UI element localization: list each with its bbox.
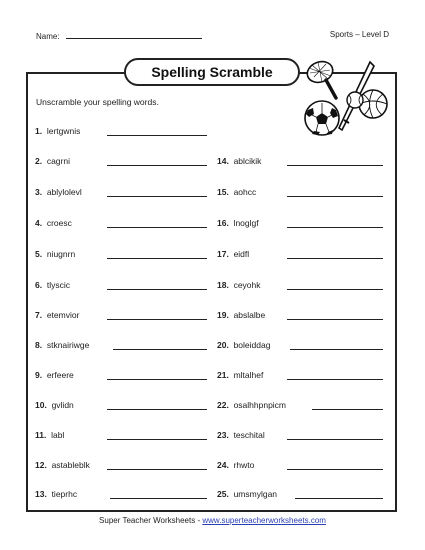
footer-text: Super Teacher Worksheets - (99, 516, 203, 525)
answer-line[interactable] (107, 196, 207, 197)
item-number: 18. (217, 280, 229, 290)
scrambled-word: teschital (233, 430, 265, 440)
item-number: 13. (35, 489, 47, 499)
list-item (35, 279, 70, 291)
basketball-icon (359, 90, 387, 118)
list-item (217, 339, 270, 351)
answer-line[interactable] (287, 258, 383, 259)
list-item (35, 309, 79, 321)
answer-line[interactable] (287, 227, 383, 228)
item-number: 6. (35, 280, 43, 290)
scrambled-word: osalhhpnpicm (233, 400, 287, 410)
scrambled-word: rhwto (233, 460, 255, 470)
list-item (35, 155, 70, 167)
item-number: 7. (35, 310, 43, 320)
name-row (36, 30, 202, 41)
scrambled-word: labl (51, 430, 65, 440)
list-item (217, 155, 261, 167)
scrambled-word: lnoglgf (233, 218, 259, 228)
scrambled-word: ablylolevl (46, 187, 82, 197)
item-number: 2. (35, 156, 43, 166)
answer-line[interactable] (287, 469, 383, 470)
scrambled-word: lertgwnis (46, 126, 81, 136)
list-item (217, 248, 249, 260)
soccer-ball-icon (305, 101, 339, 135)
tennis-racket-icon (304, 58, 336, 98)
item-number: 1. (35, 126, 43, 136)
answer-line[interactable] (107, 227, 207, 228)
item-number: 15. (217, 187, 229, 197)
list-item (217, 429, 265, 441)
level-label: Sports – Level D (329, 30, 389, 39)
list-item (35, 248, 75, 260)
list-item (217, 279, 261, 291)
answer-line[interactable] (287, 289, 383, 290)
item-number: 12. (35, 460, 47, 470)
list-item (35, 339, 89, 351)
baseball-icon (347, 92, 363, 108)
item-number: 20. (217, 340, 229, 350)
answer-line[interactable] (287, 319, 383, 320)
list-item (35, 186, 82, 198)
answer-line[interactable] (107, 135, 207, 136)
answer-line[interactable] (107, 469, 207, 470)
scrambled-word: astableblk (51, 460, 90, 470)
scrambled-word: eidfl (233, 249, 250, 259)
list-item (217, 217, 259, 229)
scrambled-word: tlyscic (46, 280, 70, 290)
item-number: 17. (217, 249, 229, 259)
item-number: 9. (35, 370, 43, 380)
answer-line[interactable] (107, 289, 207, 290)
list-item (35, 399, 74, 411)
item-number: 24. (217, 460, 229, 470)
scrambled-word: gvlidn (51, 400, 74, 410)
item-number: 3. (35, 187, 43, 197)
answer-line[interactable] (107, 165, 207, 166)
scrambled-word: abslalbe (233, 310, 266, 320)
scrambled-word: aohcc (233, 187, 257, 197)
item-number: 11. (35, 430, 47, 440)
scrambled-word: ablcikik (233, 156, 262, 166)
list-item (35, 125, 80, 137)
name-label: Name: (36, 32, 60, 41)
name-line[interactable] (66, 30, 202, 39)
answer-line[interactable] (107, 379, 207, 380)
answer-line[interactable] (312, 409, 383, 410)
footer-link[interactable]: www.superteacherworksheets.com (202, 516, 326, 525)
answer-line[interactable] (110, 498, 207, 499)
scrambled-word: cagrni (46, 156, 70, 166)
scrambled-word: stknairiwge (46, 340, 90, 350)
scrambled-word: niugnrn (46, 249, 76, 259)
answer-line[interactable] (287, 165, 383, 166)
answer-line[interactable] (107, 439, 207, 440)
scrambled-word: boleiddag (233, 340, 271, 350)
item-number: 4. (35, 218, 43, 228)
scrambled-word: umsmylgan (233, 489, 278, 499)
item-number: 8. (35, 340, 43, 350)
item-number: 21. (217, 370, 229, 380)
item-number: 19. (217, 310, 229, 320)
list-item (217, 369, 263, 381)
item-number: 10. (35, 400, 47, 410)
list-item (35, 217, 72, 229)
scrambled-word: tieprhc (51, 489, 78, 499)
answer-line[interactable] (113, 349, 207, 350)
title-banner (124, 58, 300, 86)
list-item (35, 369, 74, 381)
scrambled-word: mltalhef (233, 370, 264, 380)
scrambled-word: etemvior (46, 310, 80, 320)
footer (0, 516, 425, 525)
item-number: 25. (217, 489, 229, 499)
answer-line[interactable] (290, 349, 383, 350)
item-number: 23. (217, 430, 229, 440)
item-number: 14. (217, 156, 229, 166)
scrambled-word: ceyohk (233, 280, 261, 290)
list-item (217, 186, 256, 198)
item-number: 5. (35, 249, 43, 259)
item-number: 22. (217, 400, 229, 410)
answer-line[interactable] (287, 379, 383, 380)
list-item (35, 429, 64, 441)
answer-line[interactable] (295, 498, 383, 499)
answer-line[interactable] (287, 439, 383, 440)
list-item (35, 459, 90, 471)
answer-line[interactable] (107, 409, 207, 410)
list-item (217, 309, 265, 321)
page-title: Spelling Scramble (151, 64, 273, 80)
instructions: Unscramble your spelling words. (36, 97, 159, 107)
list-item (217, 399, 286, 411)
list-item (35, 488, 77, 500)
answer-line[interactable] (287, 196, 383, 197)
sports-equipment-art (300, 58, 390, 146)
scrambled-word: croesc (46, 218, 72, 228)
answer-line[interactable] (107, 319, 207, 320)
scrambled-word: erfeere (46, 370, 74, 380)
list-item (217, 459, 254, 471)
answer-line[interactable] (107, 258, 207, 259)
item-number: 16. (217, 218, 229, 228)
list-item (217, 488, 277, 500)
